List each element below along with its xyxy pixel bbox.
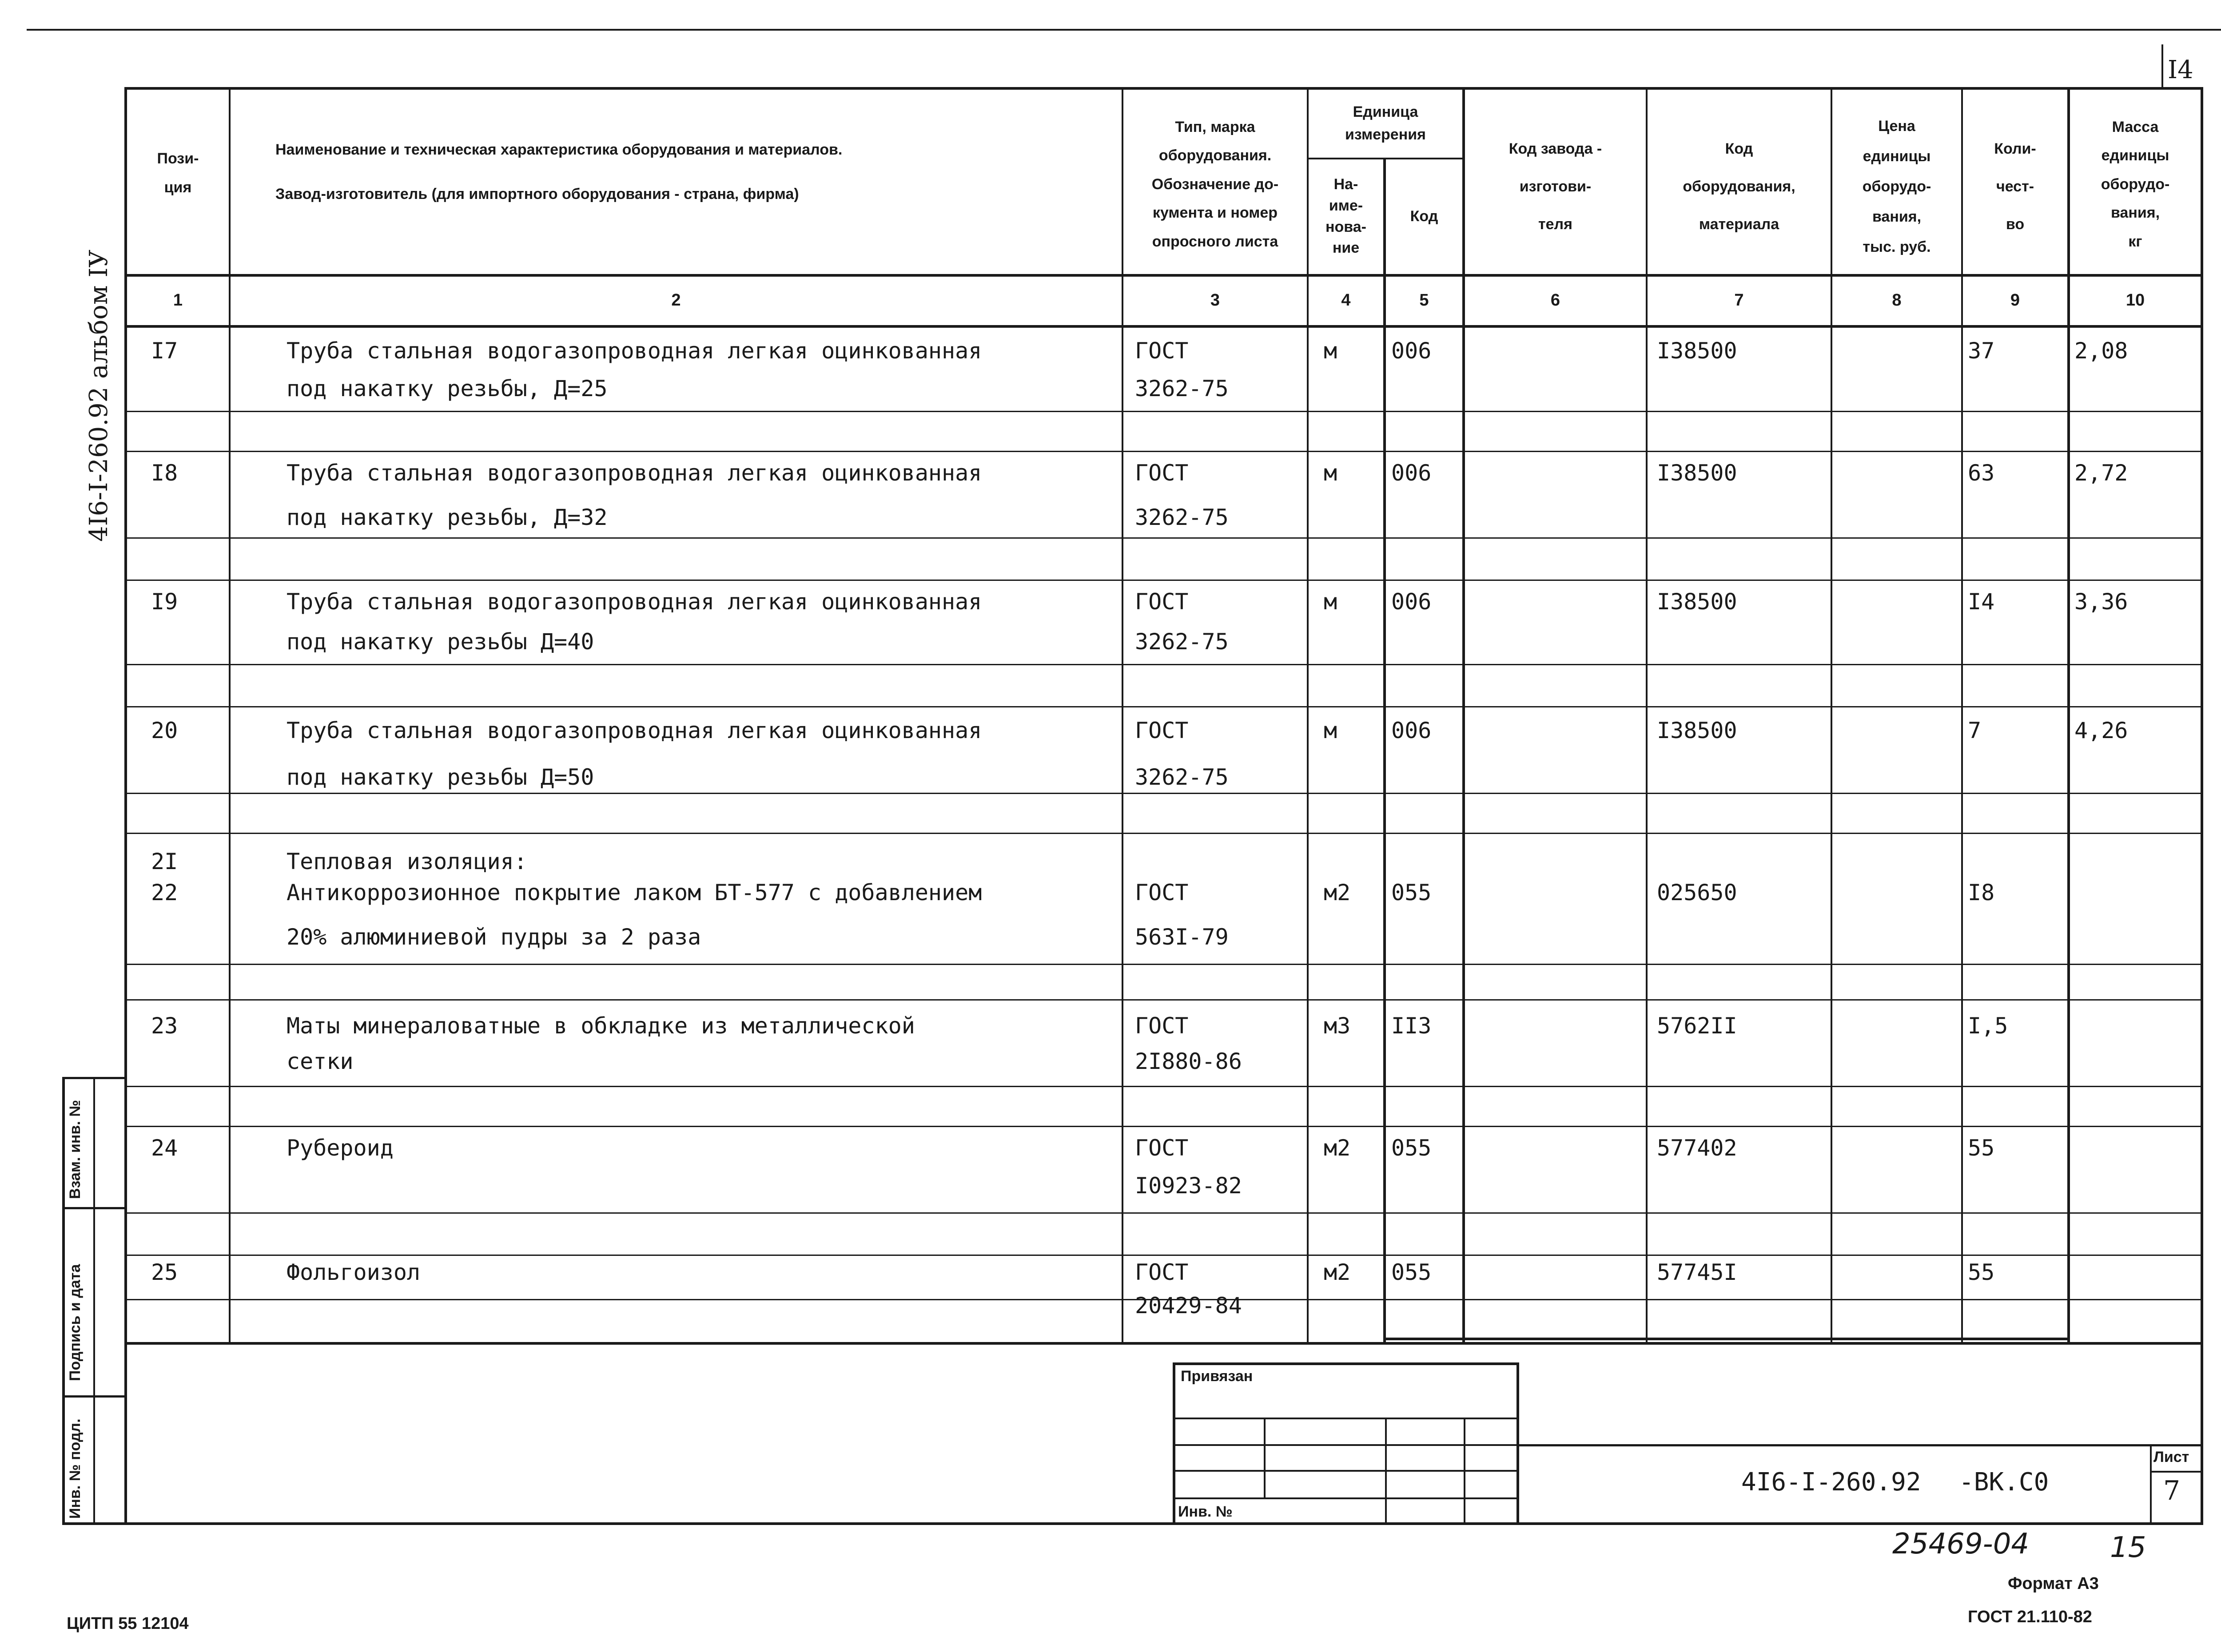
- cell-code: 006: [1391, 338, 1432, 364]
- cell-equip: I38500: [1657, 718, 1737, 743]
- cell-name: под накатку резьбы, Д=25: [287, 376, 608, 401]
- header-position: Пози- ция: [157, 150, 199, 196]
- tb-row: [1173, 1444, 1519, 1446]
- cell-pos: 23: [151, 1013, 178, 1039]
- tb-outer-right: [1516, 1362, 1519, 1524]
- tb-main-top: [1519, 1444, 2203, 1446]
- tb-designation: 4I6-I-260.92: [1741, 1468, 1921, 1497]
- cell-doc: 3262-75: [1135, 504, 1229, 530]
- cell-code: 006: [1391, 589, 1432, 615]
- cell-doc: ГОСТ: [1135, 1013, 1189, 1039]
- header-bottom: [124, 274, 2203, 277]
- stamp-top: [62, 1077, 127, 1079]
- cell-qty: 37: [1968, 338, 1995, 364]
- row-line: [124, 537, 2203, 539]
- header-plant-code: Код завода - изготови- теля: [1509, 140, 1602, 233]
- cell-pos: 25: [151, 1259, 178, 1285]
- header-name-line2: Завод-изготовитель (для импортного оборудования - страна, фирма): [275, 186, 799, 203]
- tb-list-number: 7: [2163, 1475, 2181, 1506]
- tb-row: [1173, 1497, 1519, 1499]
- cell-name: Труба стальная водогазопроводная легкая оцинкованная: [287, 338, 982, 364]
- column-number: 7: [1734, 291, 1744, 310]
- cell-equip: 025650: [1657, 880, 1737, 905]
- cell-doc: 3262-75: [1135, 629, 1229, 655]
- cell-pos: 22: [151, 880, 178, 905]
- cell-doc: ГОСТ: [1135, 460, 1189, 486]
- cell-doc: 3262-75: [1135, 764, 1229, 790]
- cell-doc: 2I880-86: [1135, 1048, 1242, 1074]
- cell-name: Труба стальная водогазопроводная легкая оцинкованная: [287, 718, 982, 743]
- column-number: 6: [1550, 291, 1560, 310]
- row-line: [124, 1126, 2203, 1127]
- header-quantity: Коли- чест- во: [1994, 140, 2036, 233]
- header-name-line1: Наименование и техническая характеристика оборудования и материалов.: [275, 141, 843, 158]
- gost-label: ГОСТ 21.110-82: [1968, 1608, 2092, 1626]
- row-line: [124, 1255, 2203, 1256]
- stamp-frame-left: [62, 1077, 65, 1525]
- tb-list-label: Лист: [2153, 1449, 2189, 1465]
- tb-privyazan: Привязан: [1181, 1368, 1253, 1385]
- cell-doc: 563I-79: [1135, 924, 1229, 950]
- unit-subheader-line: [1307, 158, 1465, 159]
- cell-name: под накатку резьбы Д=40: [287, 629, 594, 655]
- column-number: 9: [2010, 291, 2020, 310]
- column-number: 10: [2125, 291, 2145, 310]
- stamp-vzam: Взам. инв. №: [67, 1100, 84, 1199]
- column-number: 1: [173, 291, 183, 310]
- tb-row: [1173, 1470, 1519, 1472]
- cell-equip: 57745I: [1657, 1259, 1737, 1285]
- cell-pos: I9: [151, 589, 178, 615]
- cell-doc: ГОСТ: [1135, 718, 1189, 743]
- row-line: [124, 411, 2203, 412]
- cell-code: 055: [1391, 1135, 1432, 1161]
- cell-doc: ГОСТ: [1135, 880, 1189, 905]
- cell-name: 20% алюминиевой пудры за 2 раза: [287, 924, 701, 950]
- header-unit-name: На- име- нова- ние: [1325, 176, 1366, 257]
- row-line: [124, 664, 2203, 665]
- tb-col: [1464, 1418, 1465, 1524]
- cell-mass: 3,36: [2074, 589, 2128, 615]
- cell-pos: 2I: [151, 849, 178, 874]
- tb-suffix: -ВК.С0: [1959, 1468, 2049, 1497]
- cell-equip: 5762II: [1657, 1013, 1737, 1039]
- cell-qty: 55: [1968, 1135, 1995, 1161]
- cell-code: 006: [1391, 718, 1432, 743]
- cell-pos: I8: [151, 460, 178, 486]
- cell-name: Фольгоизол: [287, 1259, 421, 1285]
- row-line: [124, 833, 2203, 834]
- stamp-podpis: Подпись и дата: [67, 1264, 84, 1381]
- cell-qty: 7: [1968, 718, 1982, 743]
- frame-right: [2201, 87, 2203, 1524]
- cell-equip: I38500: [1657, 589, 1737, 615]
- cell-equip: I38500: [1657, 338, 1737, 364]
- cell-doc: ГОСТ: [1135, 338, 1189, 364]
- frame-top: [124, 87, 2203, 90]
- colnum-bottom: [124, 325, 2203, 328]
- cell-qty: I,5: [1968, 1013, 2008, 1039]
- column-number: 2: [671, 291, 681, 310]
- cell-pos: I7: [151, 338, 178, 364]
- cell-unit: м: [1324, 338, 1337, 364]
- top-edge-line: [27, 29, 2221, 31]
- cell-unit: м2: [1324, 1135, 1351, 1161]
- cell-unit: м2: [1324, 880, 1351, 905]
- header-mass: Масса единицы оборудо- вания, кг: [2101, 118, 2170, 250]
- cell-name: под накатку резьбы Д=50: [287, 764, 594, 790]
- cell-equip: I38500: [1657, 460, 1737, 486]
- sheet-corner-number: I4: [2168, 56, 2193, 84]
- cell-unit: м: [1324, 718, 1337, 743]
- stamp-divider: [93, 1077, 95, 1525]
- cell-unit: м3: [1324, 1013, 1351, 1039]
- handwritten-number: 25469-04: [1892, 1528, 2030, 1561]
- stamp-line: [62, 1395, 127, 1398]
- cell-pos: 20: [151, 718, 178, 743]
- row-line: [124, 580, 2203, 581]
- header-equipment-code: Код оборудования, материала: [1683, 140, 1795, 233]
- cell-unit: м2: [1324, 1259, 1351, 1285]
- cell-name: Тепловая изоляция:: [287, 849, 527, 874]
- cell-equip: 577402: [1657, 1135, 1737, 1161]
- cell-name: Рубероид: [287, 1135, 394, 1161]
- side-stamp: 4I6-I-260.92 альбом IУ: [84, 250, 113, 542]
- corner-box-left: [2161, 44, 2163, 89]
- cell-code: 006: [1391, 460, 1432, 486]
- header-unit-group: Единица измерения: [1345, 103, 1426, 143]
- cell-doc: 3262-75: [1135, 376, 1229, 401]
- tb-outer-left: [1173, 1362, 1175, 1524]
- cell-code: II3: [1391, 1013, 1432, 1039]
- cell-unit: м: [1324, 460, 1337, 486]
- v-line-4: [1383, 158, 1386, 1344]
- tb-col: [1385, 1418, 1387, 1524]
- cell-mass: 2,72: [2074, 460, 2128, 486]
- row-line: [124, 1212, 2203, 1214]
- cell-code: 055: [1391, 880, 1432, 905]
- tb-row: [1173, 1418, 1519, 1419]
- header-unit-code: Код: [1410, 208, 1438, 225]
- column-number: 5: [1419, 291, 1429, 310]
- cell-name: Маты минераловатные в обкладке из металлической: [287, 1013, 915, 1039]
- cell-code: 055: [1391, 1259, 1432, 1285]
- frame-bottom: [62, 1522, 2203, 1525]
- tsitp-label: ЦИТП 55 12104: [67, 1614, 189, 1633]
- tb-col: [1264, 1418, 1266, 1497]
- cell-mass: 4,26: [2074, 718, 2128, 743]
- cell-qty: 63: [1968, 460, 1995, 486]
- cell-mass: 2,08: [2074, 338, 2128, 364]
- cell-qty: I8: [1968, 880, 1995, 905]
- row-line: [124, 964, 2203, 965]
- cell-qty: I4: [1968, 589, 1995, 615]
- bold-box-bottom: [1383, 1338, 2070, 1340]
- cell-name: сетки: [287, 1048, 354, 1074]
- tb-outer-top: [1173, 1362, 1519, 1365]
- row-line: [124, 999, 2203, 1001]
- row-line: [124, 793, 2203, 794]
- cell-name: под накатку резьбы, Д=32: [287, 504, 608, 530]
- cell-doc: ГОСТ: [1135, 1135, 1189, 1161]
- cell-doc: 20429-84: [1135, 1293, 1242, 1318]
- tb-list-divider: [2150, 1471, 2203, 1473]
- cell-unit: м: [1324, 589, 1337, 615]
- cell-name: Труба стальная водогазопроводная легкая оцинкованная: [287, 460, 982, 486]
- row-line: [124, 1086, 2203, 1087]
- format-label: Формат А3: [2008, 1574, 2099, 1593]
- cell-doc: ГОСТ: [1135, 1259, 1189, 1285]
- table-bottom: [124, 1342, 2203, 1345]
- cell-doc: ГОСТ: [1135, 589, 1189, 615]
- cell-doc: I0923-82: [1135, 1173, 1242, 1199]
- header-type: Тип, марка оборудования. Обозначение до- кумента и номер опросного листа: [1151, 118, 1279, 250]
- cell-qty: 55: [1968, 1259, 1995, 1285]
- column-number: 4: [1341, 291, 1351, 310]
- handwritten-page: 15: [2110, 1531, 2146, 1564]
- header-price: Цена единицы оборудо- вания, тыс. руб.: [1862, 118, 1931, 255]
- column-number: 8: [1892, 291, 1902, 310]
- row-line: [124, 706, 2203, 707]
- stamp-inv-podl: Инв. № подл.: [67, 1418, 84, 1519]
- cell-name: Антикоррозионное покрытие лаком БТ-577 с добавлением: [287, 880, 982, 905]
- cell-name: Труба стальная водогазопроводная легкая оцинкованная: [287, 589, 982, 615]
- stamp-line: [62, 1207, 127, 1209]
- column-number: 3: [1210, 291, 1220, 310]
- tb-list-left: [2150, 1444, 2152, 1524]
- tb-inv-no: Инв. №: [1178, 1503, 1233, 1520]
- row-line: [124, 451, 2203, 452]
- cell-pos: 24: [151, 1135, 178, 1161]
